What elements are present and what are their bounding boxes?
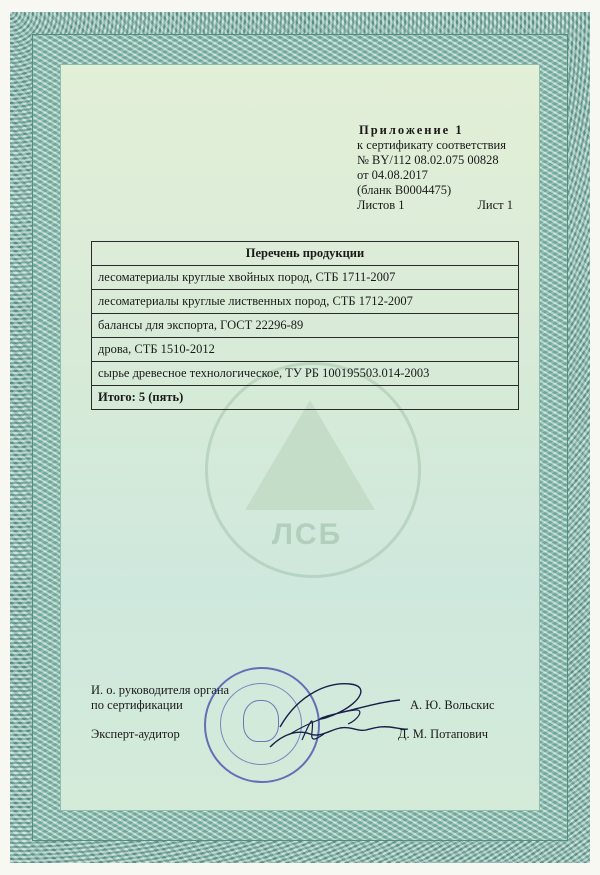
product-row-1: лесоматериалы круглые хвойных пород, СТБ 1711-2007: [92, 266, 519, 290]
expert-title: Эксперт-аудитор: [91, 727, 180, 741]
handwritten-signatures-icon: [240, 672, 410, 762]
sheet-count-row: [357, 198, 513, 213]
product-row-3: балансы для экспорта, ГОСТ 22296-89: [92, 314, 519, 338]
annex-header: [357, 123, 513, 213]
product-row-2: лесоматериалы круглые лиственных пород, СТБ 1712-2007: [92, 290, 519, 314]
product-list-header: Перечень продукции: [92, 242, 519, 266]
annex-line-1: к сертификату соответствия: [357, 138, 506, 152]
blank-number: (бланк B0004475): [357, 183, 452, 197]
product-list-table: [91, 241, 519, 410]
background-emblem-letters: ЛСБ: [271, 518, 343, 551]
sheets-total: Листов 1: [357, 198, 405, 212]
certificate-number: № BY/112 08.02.075 00828: [357, 153, 499, 167]
head-title-line-2: по сертификации: [91, 698, 183, 712]
head-name: А. Ю. Вольскис: [410, 698, 495, 712]
product-row-5: сырье древесное технологическое, ТУ РБ 100195503.014-2003: [92, 362, 519, 386]
head-title-line-1: И. о. руководителя органа: [91, 683, 230, 697]
product-row-4: дрова, СТБ 1510-2012: [92, 338, 519, 362]
product-total: Итого: 5 (пять): [92, 386, 519, 410]
certificate-date: от 04.08.2017: [357, 168, 428, 182]
annex-title: Приложение 1: [359, 123, 464, 137]
background-emblem-icon: [245, 400, 375, 510]
sheet-number: Лист 1: [477, 198, 513, 212]
expert-name: Д. М. Потапович: [398, 727, 489, 741]
